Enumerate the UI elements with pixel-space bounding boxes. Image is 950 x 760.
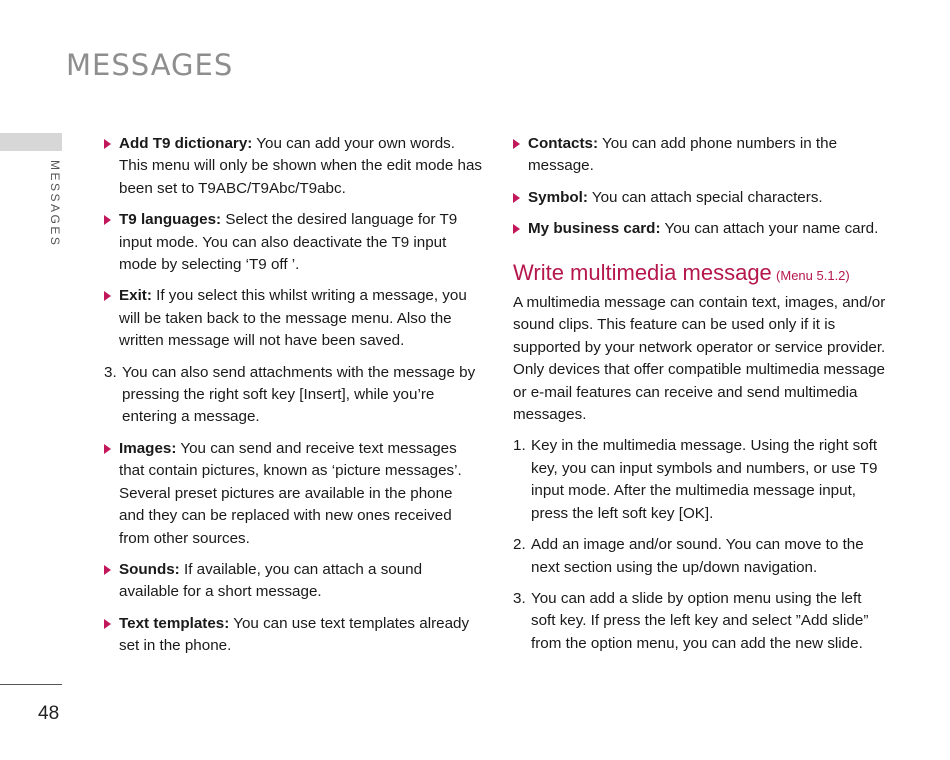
step-text: Add an image and/or sound. You can move to the next section using the up/down navigation. [531, 536, 864, 576]
bullet-term: Sounds: [119, 560, 180, 578]
step-3-attachments [104, 362, 482, 429]
bullet-text: You can attach your name card. [660, 220, 879, 238]
bullet-text: Select the desired language for T9 input mode. You can also deactivate the T9 input mode by selecting ‘T9 off ’. [119, 211, 458, 274]
section-heading [513, 259, 888, 287]
bullet-images [104, 438, 482, 550]
bullet-triangle-icon [513, 224, 520, 234]
bullet-triangle-icon [513, 139, 520, 149]
step-1 [513, 435, 888, 525]
bullet-sounds [104, 559, 482, 604]
bullet-exit [104, 285, 482, 352]
step-3 [513, 588, 888, 655]
bullet-triangle-icon [104, 619, 111, 629]
bullet-text-templates [104, 613, 482, 658]
bullet-text: You can attach special characters. [587, 188, 823, 206]
step-2 [513, 534, 888, 579]
left-column [104, 133, 482, 667]
section-intro: A multimedia message can contain text, images, and/or sound clips. This feature can be used only if it is supported by your network operator or service provider. Only devices that offer compatible multimedia message or e-mail features can receive and send multimedia messages. [513, 294, 886, 424]
section-title: Write multimedia message [513, 259, 772, 285]
step-number: 2. [513, 536, 526, 554]
bullet-triangle-icon [104, 444, 111, 454]
bullet-text: If available, you can attach a sound available for a short message. [119, 560, 423, 601]
bullet-triangle-icon [513, 193, 520, 203]
right-column [513, 133, 888, 664]
bullet-triangle-icon [104, 139, 111, 149]
bullet-triangle-icon [104, 565, 111, 575]
page-number: 48 [38, 703, 60, 724]
bullet-text: You can send and receive text messages that contain pictures, known as ‘picture messages’. Several preset pictures are available in the phone and they can be replaced with new ones received from other sources. [119, 439, 462, 547]
bullet-triangle-icon [104, 215, 111, 225]
bullet-text: You can add phone numbers in the message. [528, 135, 838, 175]
bullet-term: Text templates: [119, 614, 230, 632]
bullet-contacts [513, 133, 888, 178]
bullet-term: Exit: [119, 287, 152, 305]
bullet-term: Add T9 dictionary: [119, 135, 253, 152]
page-title: MESSAGES [66, 48, 234, 82]
bullet-symbol [513, 187, 888, 209]
bullet-text: You can add your own words. This menu will only be shown when the edit mode has been set to T9ABC/T9Abc/T9abc. [119, 135, 483, 197]
bullet-t9-languages [104, 209, 482, 276]
side-tab-marker [0, 133, 62, 151]
footer-rule [0, 684, 62, 685]
bullet-triangle-icon [104, 291, 111, 301]
bullet-term: Images: [119, 439, 177, 457]
bullet-term: T9 languages: [119, 211, 222, 229]
step-number: 3. [513, 589, 526, 607]
step-number: 1. [513, 437, 526, 455]
bullet-add-t9-dictionary [104, 133, 482, 200]
bullet-my-business-card [513, 218, 888, 240]
bullet-term: Symbol: [528, 188, 588, 206]
bullet-text: If you select this whilst writing a message, you will be taken back to the message menu. Also the written message will not have been saved. [119, 287, 467, 350]
step-text: You can add a slide by option menu using the left soft key. If press the left key and select ”Add slide” from the option menu, you can add the new slide. [531, 589, 869, 652]
step-text: You can also send attachments with the message by pressing the right soft key [Insert], while you’re entering a message. [122, 363, 476, 426]
side-section-label: MESSAGES [48, 160, 62, 248]
bullet-text: You can use text templates already set in the phone. [119, 614, 470, 655]
section-menu-ref: (Menu 5.1.2) [776, 267, 850, 283]
bullet-term: My business card: [528, 220, 661, 238]
step-text: Key in the multimedia message. Using the right soft key, you can input symbols and numbers, or use T9 input mode. After the multimedia message input, press the left soft key [OK]. [531, 437, 878, 522]
step-number: 3. [104, 363, 117, 381]
bullet-term: Contacts: [528, 135, 599, 152]
